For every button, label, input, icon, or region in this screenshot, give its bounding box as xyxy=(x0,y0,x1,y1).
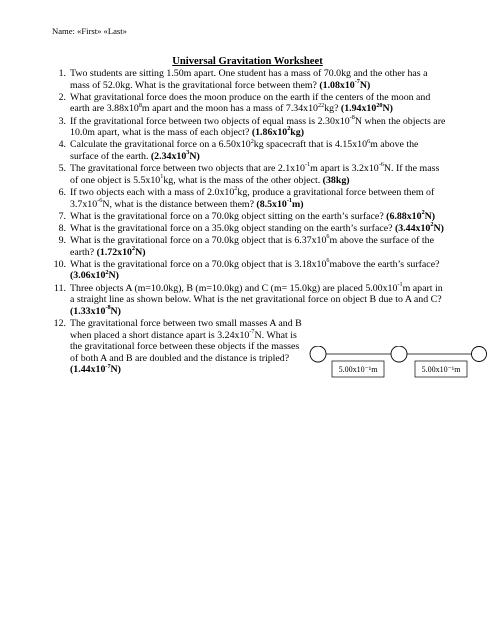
three-objects-diagram xyxy=(305,346,487,386)
distance-label-bc: 5.00x10⁻¹m xyxy=(421,365,461,374)
question-text: If the gravitational force between two objects of equal mass is $2.30x10^{-8}N$ when the objects are 10.0m apart, what is the mass of each object? $(1.86x10^2kg)$ xyxy=(70,113,446,139)
distance-label-ab: 5.00x10⁻¹m xyxy=(338,365,378,374)
question-number: 12. xyxy=(53,318,66,329)
question-3 xyxy=(58,113,448,139)
question-number: 9. xyxy=(58,235,66,247)
question-10 xyxy=(53,257,448,282)
question-text: What is the gravitational force on a 70.0kg object that is $6.37x10^6m$ above the surface of the earth? $(1.72x10^2N)$ xyxy=(70,233,434,258)
question-number: 1. xyxy=(58,68,66,79)
object-a-circle xyxy=(310,346,326,362)
question-number: 3. xyxy=(58,115,66,127)
object-c-circle xyxy=(472,347,487,362)
question-text: The gravitational force between two objects that are $2.1x10^{-1}m$ apart is $3.2x10^{-6}N$. If the mass of one object is $5.5x10^1kg$, what is the mass of the other object. (38kg) xyxy=(70,161,440,186)
question-number: 7. xyxy=(58,210,66,222)
question-text: What gravitational force does the moon produce on the earth if the centers of the moon and earth are $3.88x10^8m$ apart and the moon has a mass of $7.34x10^{22}kg$? $(1.94x10^{20}N)$ xyxy=(70,91,431,115)
question-number: 4. xyxy=(58,139,66,151)
question-12 xyxy=(53,318,305,376)
question-text: What is the gravitational force on a 70.0kg object that is $3.18x10^6mabove$ the earth’s surface? $(3.06x10^2N)$ xyxy=(70,257,440,282)
question-number: 5. xyxy=(58,163,66,175)
question-number: 6. xyxy=(58,186,66,198)
question-text: Two students are sitting 1.50m apart. One student has a mass of 70.0kg and the other has a mass of 52.0kg. What is the gravitational force between them? $(1.08x10^{-7}N)$ xyxy=(70,68,428,91)
object-b-circle xyxy=(391,346,407,362)
question-6 xyxy=(58,185,448,210)
question-text: Calculate the gravitational force on a $6.50x10^2kg$ spacecraft that is $4.15x10^6m$ above the surface of the earth. $(2.34x10^3N)$ xyxy=(70,137,419,162)
question-text: If two objects each with a mass of $2.0x10^2kg$, produce a gravitational force between them of $3.7x10^{-6}N$, what is the distance between them? $(8.5x10^{-1}m)$ xyxy=(70,185,435,210)
question-text: What is the gravitational force on a 35.0kg object standing on the earth’s surface? $(3.44x10^2N)$ xyxy=(70,221,444,234)
question-number: 2. xyxy=(58,91,66,103)
question-8 xyxy=(58,221,448,235)
name-line: Name: «First» «Last» xyxy=(52,26,127,36)
question-list xyxy=(53,68,448,377)
question-text: Three objects A (m=10.0kg), B (m=10.0kg) and C (m= 15.0kg) are placed $5.00x10^{-1}m$ apart in a straight line as shown below. What is the net gravitational force on object B due to A and C? $(1.33x10^{-8}N)$ xyxy=(70,280,443,317)
question-number: 11. xyxy=(54,282,66,294)
worksheet-title: Universal Gravitation Worksheet xyxy=(172,56,323,67)
question-number: 10. xyxy=(53,258,66,270)
question-text: The gravitational force between two small masses A and B when placed a short distance apart is $3.24x10^{-7}N$. What is the gravitational force between these objects if the masses of both A and B are doubled and the distance is tripled? $(1.44x10^{-7}N)$ xyxy=(70,318,302,376)
question-text: What is the gravitational force on a 70.0kg object sitting on the earth’s surface? $(6.88x10^2N)$ xyxy=(70,208,436,222)
question-4 xyxy=(58,137,448,162)
question-1 xyxy=(58,68,448,91)
question-5 xyxy=(58,161,448,186)
question-11 xyxy=(54,280,448,318)
question-9 xyxy=(58,233,448,258)
question-2 xyxy=(58,91,448,115)
question-7 xyxy=(58,208,448,223)
question-number: 8. xyxy=(58,222,66,234)
